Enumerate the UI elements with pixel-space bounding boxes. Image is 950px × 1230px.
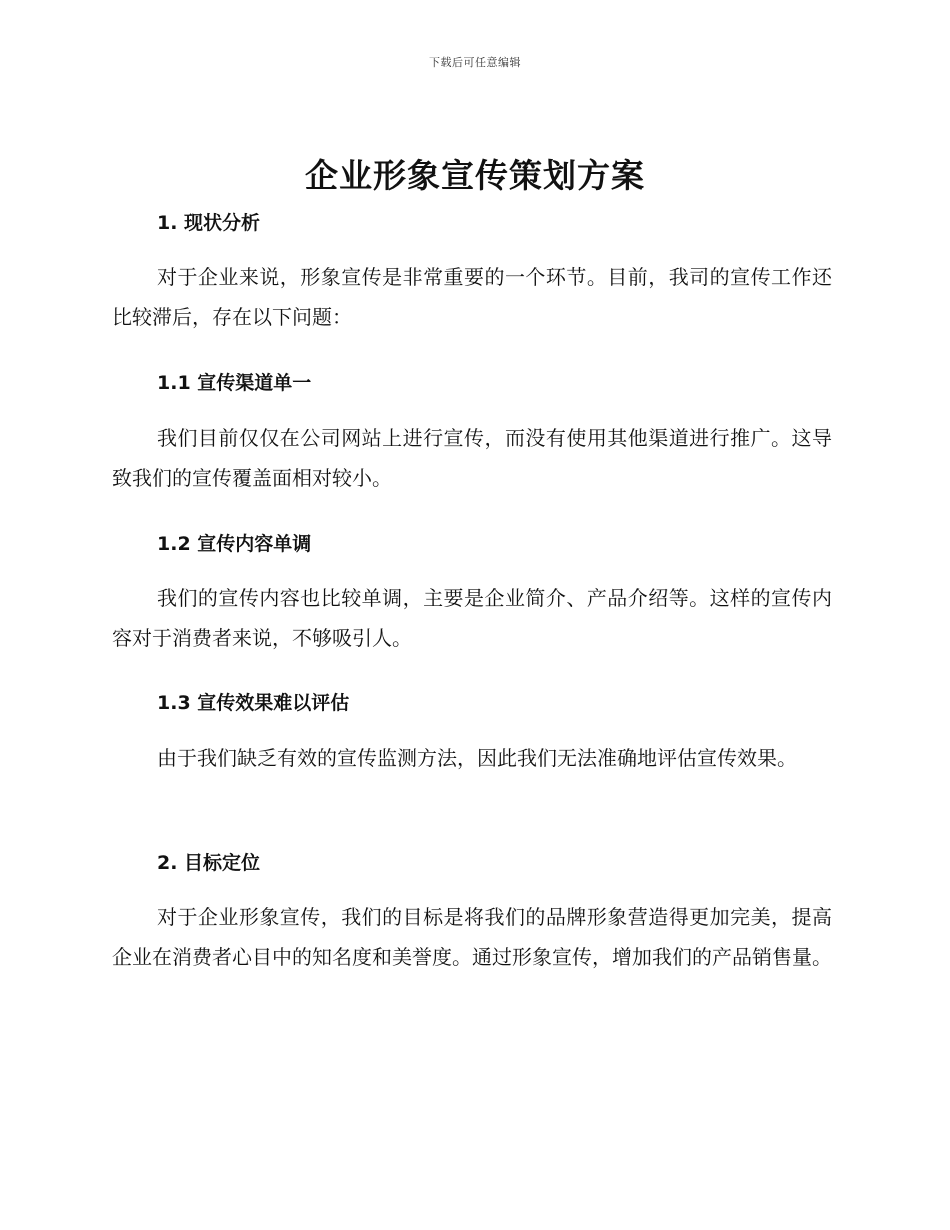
section-paragraph-effect-evaluation: 由于我们缺乏有效的宣传监测方法，因此我们无法准确地评估宣传效果。 [157, 746, 797, 770]
section-heading-status-analysis: 1. 现状分析 [157, 212, 261, 234]
section-paragraph-target-positioning: 对于企业形象宣传，我们的目标是将我们的品牌形象营造得更加完美，提高企业在消费者心目中的知名度和美誉度。通过形象宣传，增加我们的产品销售量。 [112, 905, 832, 969]
header-note: 下载后可任意编辑 [429, 56, 521, 69]
section-heading-target-positioning: 2. 目标定位 [157, 852, 261, 874]
section-paragraph-status-analysis: 对于企业来说，形象宣传是非常重要的一个环节。目前，我司的宣传工作还比较滞后，存在以下问题： [112, 265, 832, 329]
section-paragraph-monotonous-content: 我们的宣传内容也比较单调，主要是企业简介、产品介绍等。这样的宣传内容对于消费者来说，不够吸引人。 [112, 586, 832, 650]
section-heading-effect-evaluation: 1.3 宣传效果难以评估 [157, 692, 350, 714]
document-title: 企业形象宣传策划方案 [305, 156, 645, 195]
section-heading-monotonous-content: 1.2 宣传内容单调 [157, 533, 312, 555]
section-paragraph-single-channel: 我们目前仅仅在公司网站上进行宣传，而没有使用其他渠道进行推广。这导致我们的宣传覆盖面相对较小。 [112, 426, 832, 490]
section-heading-single-channel: 1.1 宣传渠道单一 [157, 372, 312, 394]
